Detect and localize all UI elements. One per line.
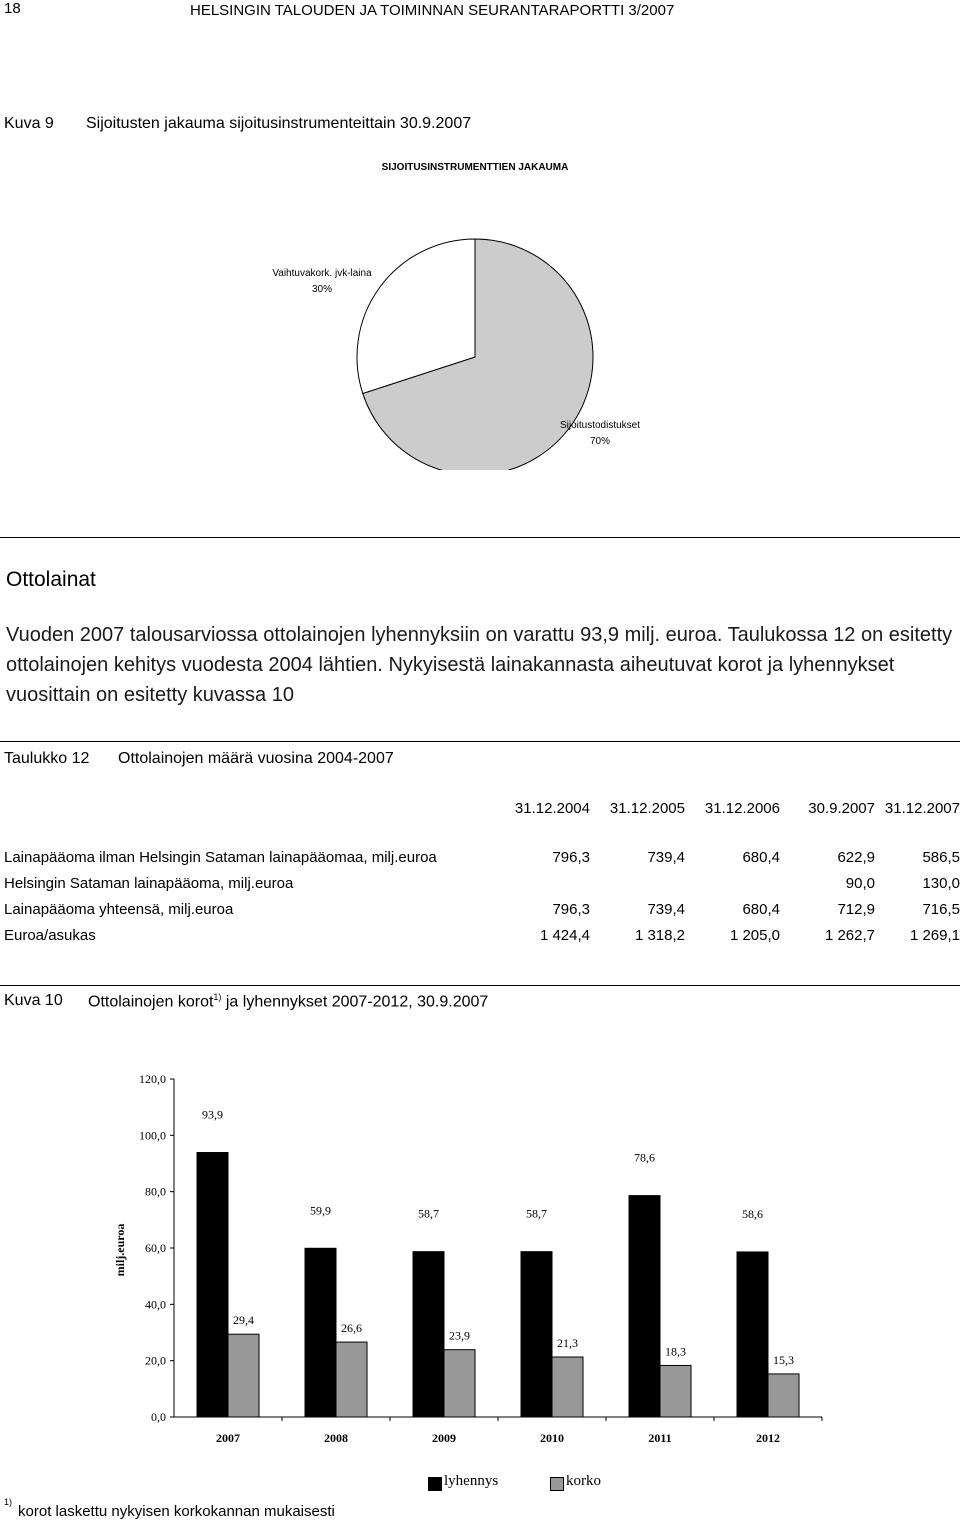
row-label: Euroa/asukas	[4, 926, 96, 944]
report-title: HELSINGIN TALOUDEN JA TOIMINNAN SEURANTARAPORTTI 3/2007	[190, 2, 675, 19]
y-tick-label: 20,0	[145, 1353, 166, 1368]
footnote-text: korot laskettu nykyisen korkokannan mukaisesti	[18, 1503, 335, 1520]
footnote	[4, 1497, 335, 1520]
row-label: Lainapääoma ilman Helsingin Sataman lainapääomaa, milj.euroa	[4, 848, 437, 866]
loan-table	[4, 790, 960, 948]
bar-korko	[444, 1350, 475, 1417]
bar-value-label: 59,9	[310, 1203, 331, 1218]
y-tick-label: 0,0	[151, 1410, 166, 1424]
figure9-label: Kuva 9	[4, 115, 54, 132]
divider	[0, 985, 960, 986]
table-header-row	[4, 790, 960, 826]
y-axis-label: milj.euroa	[113, 1223, 127, 1277]
table12-label: Taulukko 12	[4, 750, 90, 767]
x-tick-label: 2012	[756, 1431, 780, 1445]
table-cell: 130,0	[922, 874, 960, 892]
bar-korko	[552, 1357, 583, 1417]
bar-lyhennys	[629, 1196, 660, 1417]
table-cell: 622,9	[837, 848, 875, 866]
pie-chart	[0, 150, 960, 470]
table-row	[4, 922, 960, 948]
bar-value-label: 58,7	[418, 1206, 439, 1221]
bar-chart	[0, 1060, 960, 1495]
section-paragraph: Vuoden 2007 talousarviossa ottolainojen lyhennyksiin on varattu 93,9 milj. euroa. Taulukossa 12 on esitetty ottolainojen kehitys vuodesta 2004 lähtien. Nykyisestä lainakannasta aiheutuvat korot ja lyhennykset vuosittain on esitetty kuvassa 10	[6, 624, 953, 706]
table-cell: 796,3	[552, 848, 590, 866]
pie-pct-label: 30%	[311, 284, 333, 295]
table-cell: 680,4	[742, 900, 780, 918]
bar-value-label: 29,4	[233, 1313, 254, 1328]
bar-value-label: 58,6	[742, 1206, 763, 1221]
y-tick-label: 100,0	[139, 1128, 166, 1143]
figure10-caption	[88, 992, 488, 1011]
x-tick-label: 2008	[324, 1431, 348, 1445]
page-number: 18	[4, 0, 21, 17]
bar-value-label: 21,3	[557, 1336, 578, 1351]
table-cell: 1 269,1	[909, 926, 960, 944]
pie-label: Vaihtuvakork. jvk-laina	[272, 268, 372, 279]
section-heading: Ottolainat	[6, 568, 96, 591]
bar-lyhennys	[197, 1153, 228, 1417]
bar-korko	[660, 1365, 691, 1417]
table-cell: 586,5	[922, 848, 960, 866]
divider	[0, 537, 960, 538]
table-cell: 1 262,7	[824, 926, 875, 944]
table-cell	[590, 870, 685, 896]
bar-lyhennys	[413, 1252, 444, 1417]
footnote-marker: 1)	[4, 1497, 13, 1507]
bar-value-label: 18,3	[665, 1344, 686, 1359]
y-tick-label: 60,0	[145, 1241, 166, 1255]
table-cell: 716,5	[922, 900, 960, 918]
row-label: Helsingin Sataman lainapääoma, milj.euroa	[4, 874, 294, 892]
col-header: 31.12.2007	[884, 799, 960, 817]
table12-caption: Ottolainojen määrä vuosina 2004-2007	[118, 750, 394, 767]
bar-lyhennys	[305, 1248, 336, 1417]
y-tick-label: 40,0	[145, 1297, 166, 1312]
x-tick-label: 2007	[216, 1431, 240, 1445]
bar-value-label: 26,6	[341, 1321, 362, 1336]
bar-value-label: 23,9	[449, 1328, 470, 1343]
bar-korko	[768, 1374, 799, 1417]
table-cell: 90,0	[845, 874, 875, 892]
table-cell	[685, 870, 780, 896]
table-cell: 680,4	[742, 848, 780, 866]
table-row	[4, 844, 960, 870]
pie-title: SIJOITUSINSTRUMENTTIEN JAKAUMA	[381, 162, 569, 173]
table-row	[4, 896, 960, 922]
row-label: Lainapääoma yhteensä, milj.euroa	[4, 900, 234, 918]
x-tick-label: 2010	[540, 1431, 564, 1445]
bar-lyhennys	[737, 1252, 768, 1417]
figure10-label: Kuva 10	[4, 992, 63, 1009]
figure10-caption-post: ja lyhennykset 2007-2012, 30.9.2007	[221, 993, 489, 1011]
table-cell: 739,4	[647, 848, 685, 866]
col-header: 31.12.2005	[609, 799, 685, 817]
legend-swatch-lyhennys	[428, 1477, 442, 1491]
table-cell	[500, 870, 590, 896]
table-row	[4, 870, 960, 896]
col-header: 31.12.2004	[514, 799, 590, 817]
bar-value-label: 15,3	[773, 1352, 794, 1367]
figure9-caption: Sijoitusten jakauma sijoitusinstrumenteittain 30.9.2007	[86, 115, 472, 132]
bar-korko	[228, 1334, 259, 1417]
y-tick-label: 80,0	[145, 1184, 166, 1199]
bar-lyhennys	[521, 1252, 552, 1417]
y-tick-label: 120,0	[139, 1072, 166, 1086]
legend-swatch-korko	[550, 1477, 564, 1491]
table-cell: 739,4	[647, 900, 685, 918]
x-tick-label: 2009	[432, 1431, 456, 1445]
figure10-caption-pre: Ottolainojen korot	[88, 993, 214, 1011]
table-cell: 1 205,0	[729, 926, 780, 944]
divider	[0, 741, 960, 742]
pie-pct-label: 70%	[589, 436, 611, 447]
x-tick-label: 2011	[648, 1431, 672, 1445]
pie-label: Sijoitustodistukset	[559, 420, 641, 431]
legend-label-lyhennys: lyhennys	[444, 1473, 499, 1489]
table-cell: 1 424,4	[539, 926, 590, 944]
table-cell: 1 318,2	[634, 926, 685, 944]
bar-value-label: 93,9	[202, 1107, 223, 1122]
table-cell: 712,9	[837, 900, 875, 918]
bar-korko	[336, 1342, 367, 1417]
col-header: 30.9.2007	[808, 799, 875, 817]
figure10-caption-sup: 1)	[213, 992, 222, 1002]
table-cell: 796,3	[552, 900, 590, 918]
bar-value-label: 78,6	[634, 1150, 655, 1165]
col-header: 31.12.2006	[704, 799, 780, 817]
legend-label-korko: korko	[566, 1473, 601, 1489]
bar-value-label: 58,7	[526, 1206, 547, 1221]
